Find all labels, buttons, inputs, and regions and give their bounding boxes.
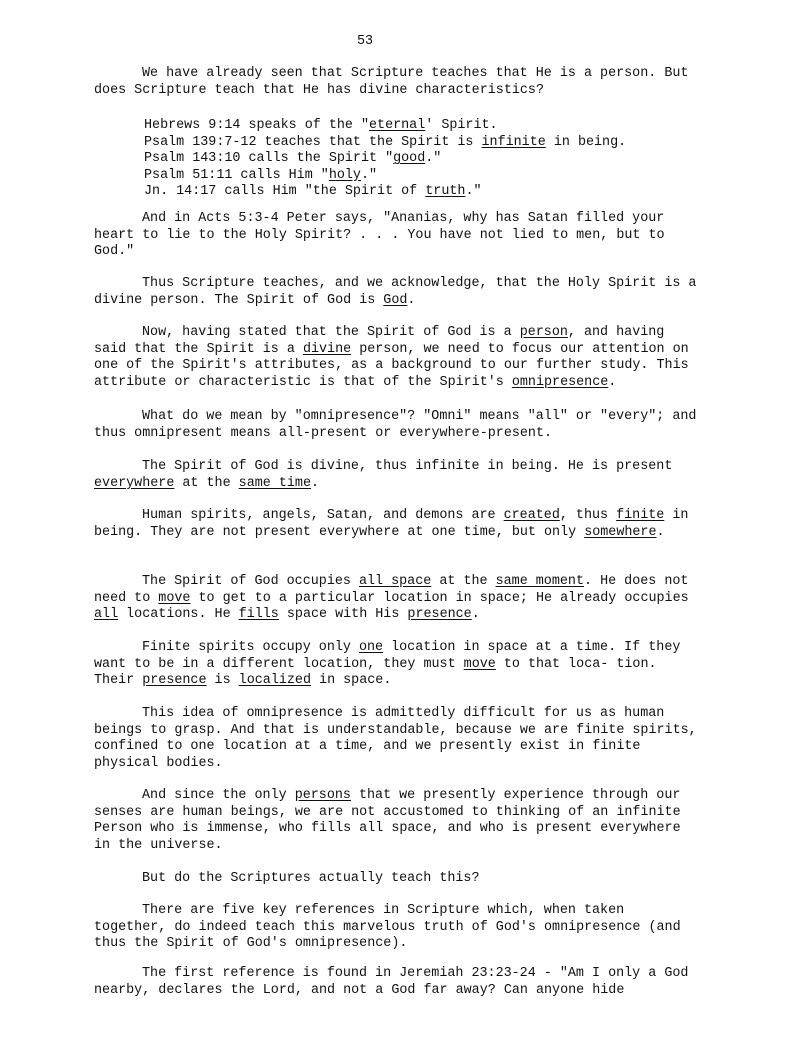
- paragraph-12: But do the Scriptures actually teach this?: [142, 871, 480, 886]
- paragraph-8: The Spirit of God occupies all space at the same moment. He does not need to move to get to a particular location in space; He already occupies all locations. He fills space with His presence.: [94, 574, 689, 622]
- paragraph-7: Human spirits, angels, Satan, and demons are created, thus finite in being. They are not present everywhere at one time, but only somewhere.: [94, 508, 689, 540]
- paragraph-5: What do we mean by "omnipresence"? "Omni" means "all" or "every"; and thus omnipresent means all-present or everywhere-present.: [94, 409, 697, 441]
- paragraph-10: This idea of omnipresence is admittedly difficult for us as human beings to grasp. And that is understandable, because we are finite spirits, confined to one location at a time, and we presently exist in finite physical bodies.: [94, 706, 697, 771]
- paragraph-3: Thus Scripture teaches, and we acknowledge, that the Holy Spirit is a divine person. The Spirit of God is God.: [94, 276, 697, 308]
- paragraph-2: And in Acts 5:3-4 Peter says, "Ananias, why has Satan filled your heart to lie to the Holy Spirit? . . . You have not lied to men, but to God.": [94, 211, 665, 259]
- paragraph-14: The first reference is found in Jeremiah 23:23-24 - "Am I only a God nearby, declares the Lord, and not a God far away? Can anyone hide: [94, 966, 689, 998]
- reference-item: Psalm 143:10 calls the Spirit "good.": [144, 151, 442, 166]
- paragraph-6: The Spirit of God is divine, thus infinite in being. He is present everywhere at the same time.: [94, 459, 673, 491]
- paragraph-9: Finite spirits occupy only one location in space at a time. If they want to be in a different location, they must move to that loca- tion. Their presence is localized in space.: [94, 640, 681, 688]
- paragraph-11: And since the only persons that we presently experience through our senses are human beings, we are not accustomed to thinking of an infinite Person who is immense, who fills all space, and who is present everywhere in the universe.: [94, 788, 681, 853]
- reference-item: Hebrews 9:14 speaks of the "eternal' Spirit.: [144, 118, 498, 133]
- reference-item: Jn. 14:17 calls Him "the Spirit of truth.": [144, 184, 482, 199]
- scripture-reference-list: [144, 118, 704, 201]
- reference-item: Psalm 51:11 calls Him "holy.": [144, 167, 378, 183]
- paragraph-4: Now, having stated that the Spirit of God is a person, and having said that the Spirit is a divine person, we need to focus our attention on one of the Spirit's attributes, as a background to our further study. This attribute or characteristic is that of the Spirit's omnipresence.: [94, 325, 689, 390]
- reference-item: Psalm 139:7-12 teaches that the Spirit is infinite in being.: [144, 134, 627, 150]
- page-number: 53: [356, 34, 374, 49]
- paragraph-1: We have already seen that Scripture teaches that He is a person. But does Scripture teach that He has divine characteristics?: [94, 66, 689, 98]
- paragraph-13: There are five key references in Scripture which, when taken together, do indeed teach this marvelous truth of God's omnipresence (and thus the Spirit of God's omnipresence).: [94, 903, 681, 951]
